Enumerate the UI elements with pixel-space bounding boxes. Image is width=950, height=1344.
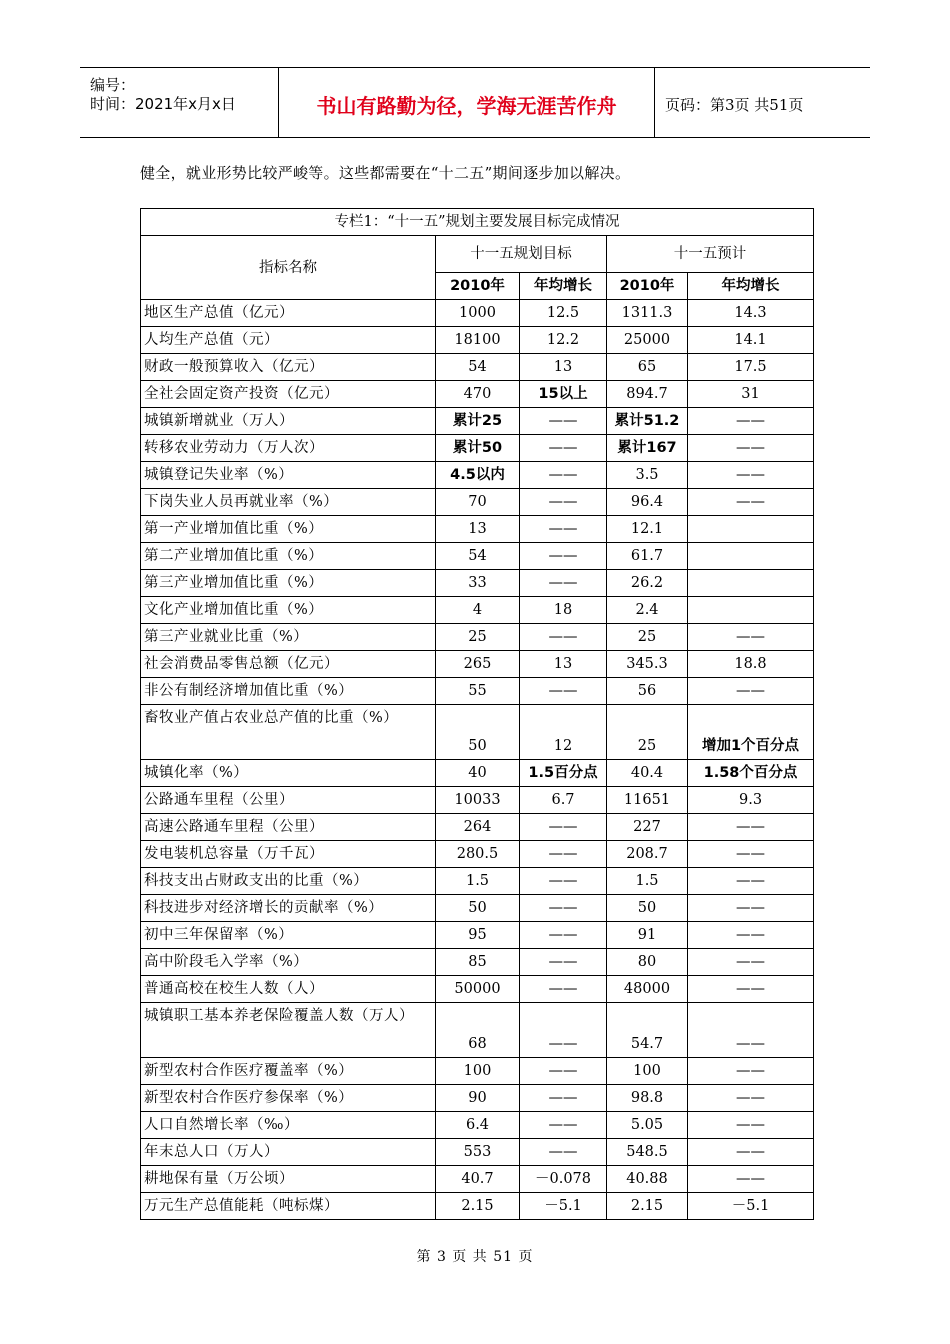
value-cell-v3: 25 [607, 705, 688, 760]
value-cell-v1: 4 [436, 597, 520, 624]
value-cell-v1: 50000 [436, 976, 520, 1003]
value-cell-v4 [688, 543, 814, 570]
value-cell-v4: —— [688, 895, 814, 922]
indicator-name: 城镇职工基本养老保险覆盖人数（万人） [141, 1003, 436, 1058]
table-row [141, 462, 814, 489]
indicator-name: 城镇新增就业（万人） [141, 408, 436, 435]
indicator-name: 畜牧业产值占农业总产值的比重（%） [141, 705, 436, 760]
value-cell-v3: 56 [607, 678, 688, 705]
indicator-name: 第三产业增加值比重（%） [141, 570, 436, 597]
value-cell-v1: 13 [436, 516, 520, 543]
value-cell-v4: 增加1个百分点 [688, 705, 814, 760]
number-label: 编号： [90, 76, 136, 94]
value-cell-v3: 26.2 [607, 570, 688, 597]
value-cell-v4: —— [688, 1003, 814, 1058]
targets-table [140, 208, 814, 1220]
value-cell-v4: —— [688, 1112, 814, 1139]
table-row [141, 624, 814, 651]
header-page-cell [655, 68, 870, 137]
value-cell-v4: －5.1 [688, 1193, 814, 1220]
value-cell-v1: 264 [436, 814, 520, 841]
value-cell-v2: 15以上 [520, 381, 607, 408]
page-footer: 第 3 页 共 51 页 [416, 1249, 534, 1265]
motto-text: 书山有路勤为径，学海无涯苦作舟 [316, 94, 617, 118]
value-cell-v2: —— [520, 624, 607, 651]
indicator-name: 文化产业增加值比重（%） [141, 597, 436, 624]
value-cell-v2: 13 [520, 651, 607, 678]
header-motto-cell [279, 68, 655, 137]
value-cell-v2: —— [520, 868, 607, 895]
indicator-name: 城镇化率（%） [141, 760, 436, 787]
value-cell-v2: －5.1 [520, 1193, 607, 1220]
column-header-name: 指标名称 [141, 236, 436, 300]
value-cell-v2: —— [520, 435, 607, 462]
value-cell-v1: 55 [436, 678, 520, 705]
table-body [141, 300, 814, 1220]
value-cell-v3: 25 [607, 624, 688, 651]
value-cell-v1: 95 [436, 922, 520, 949]
value-cell-v4: 1.58个百分点 [688, 760, 814, 787]
value-cell-v1: 10033 [436, 787, 520, 814]
value-cell-v4: —— [688, 1058, 814, 1085]
value-cell-v2: －0.078 [520, 1166, 607, 1193]
indicator-name: 城镇登记失业率（%） [141, 462, 436, 489]
value-cell-v4 [688, 597, 814, 624]
column-group-estimate: 十一五预计 [607, 236, 814, 273]
value-cell-v3: 40.88 [607, 1166, 688, 1193]
value-cell-v2: 1.5百分点 [520, 760, 607, 787]
table-row [141, 949, 814, 976]
indicator-name: 财政一般预算收入（亿元） [141, 354, 436, 381]
value-cell-v1: 54 [436, 543, 520, 570]
value-cell-v3: 91 [607, 922, 688, 949]
table-row [141, 435, 814, 462]
value-cell-v4: —— [688, 922, 814, 949]
indicator-name: 万元生产总值能耗（吨标煤） [141, 1193, 436, 1220]
column-header-plan-growth: 年均增长 [520, 273, 607, 300]
value-cell-v2: —— [520, 922, 607, 949]
value-cell-v4: 14.3 [688, 300, 814, 327]
indicator-name: 人均生产总值（元） [141, 327, 436, 354]
value-cell-v3: 40.4 [607, 760, 688, 787]
table-row [141, 570, 814, 597]
value-cell-v3: 11651 [607, 787, 688, 814]
value-cell-v1: 25 [436, 624, 520, 651]
indicator-name: 新型农村合作医疗覆盖率（%） [141, 1058, 436, 1085]
value-cell-v2: 12.5 [520, 300, 607, 327]
time-label: 时间：2021年x月x日 [90, 95, 236, 113]
indicator-name: 科技进步对经济增长的贡献率（%） [141, 895, 436, 922]
value-cell-v3: 12.1 [607, 516, 688, 543]
table-row [141, 1193, 814, 1220]
value-cell-v4: —— [688, 1139, 814, 1166]
value-cell-v2: —— [520, 1003, 607, 1058]
value-cell-v2: —— [520, 678, 607, 705]
value-cell-v2: —— [520, 489, 607, 516]
value-cell-v2: —— [520, 543, 607, 570]
value-cell-v4: —— [688, 462, 814, 489]
value-cell-v4: —— [688, 949, 814, 976]
value-cell-v2: —— [520, 516, 607, 543]
value-cell-v4: 31 [688, 381, 814, 408]
value-cell-v3: 208.7 [607, 841, 688, 868]
value-cell-v2: 12 [520, 705, 607, 760]
value-cell-v4 [688, 516, 814, 543]
table-row [141, 327, 814, 354]
value-cell-v1: 18100 [436, 327, 520, 354]
value-cell-v4: —— [688, 841, 814, 868]
value-cell-v1: 85 [436, 949, 520, 976]
value-cell-v1: 68 [436, 1003, 520, 1058]
value-cell-v2: —— [520, 1112, 607, 1139]
value-cell-v3: 227 [607, 814, 688, 841]
table-row [141, 814, 814, 841]
indicator-name: 科技支出占财政支出的比重（%） [141, 868, 436, 895]
value-cell-v4: —— [688, 1085, 814, 1112]
value-cell-v2: 13 [520, 354, 607, 381]
value-cell-v4: 18.8 [688, 651, 814, 678]
value-cell-v1: 265 [436, 651, 520, 678]
table-row [141, 597, 814, 624]
value-cell-v1: 50 [436, 895, 520, 922]
indicator-name: 全社会固定资产投资（亿元） [141, 381, 436, 408]
column-header-est-growth: 年均增长 [688, 273, 814, 300]
table-row [141, 408, 814, 435]
value-cell-v4: —— [688, 489, 814, 516]
table-row [141, 1085, 814, 1112]
value-cell-v3: 54.7 [607, 1003, 688, 1058]
table-caption: 专栏1：“十一五”规划主要发展目标完成情况 [141, 209, 814, 236]
value-cell-v3: 25000 [607, 327, 688, 354]
table-row [141, 381, 814, 408]
header-meta-cell [80, 68, 279, 137]
table-row [141, 1112, 814, 1139]
value-cell-v3: 2.15 [607, 1193, 688, 1220]
table-row [141, 705, 814, 760]
table-row [141, 760, 814, 787]
value-cell-v1: 50 [436, 705, 520, 760]
indicator-name: 普通高校在校生人数（人） [141, 976, 436, 1003]
table-row [141, 1139, 814, 1166]
indicator-name: 第一产业增加值比重（%） [141, 516, 436, 543]
value-cell-v2: —— [520, 462, 607, 489]
indicator-name: 第三产业就业比重（%） [141, 624, 436, 651]
column-group-plan: 十一五规划目标 [436, 236, 607, 273]
value-cell-v2: —— [520, 841, 607, 868]
value-cell-v2: —— [520, 814, 607, 841]
value-cell-v2: —— [520, 570, 607, 597]
table-row [141, 868, 814, 895]
page-info: 页码：第3页 共51页 [665, 96, 804, 114]
value-cell-v2: —— [520, 1139, 607, 1166]
indicator-name: 非公有制经济增加值比重（%） [141, 678, 436, 705]
value-cell-v1: 累计50 [436, 435, 520, 462]
value-cell-v3: 80 [607, 949, 688, 976]
value-cell-v3: 5.05 [607, 1112, 688, 1139]
indicator-name: 下岗失业人员再就业率（%） [141, 489, 436, 516]
table-row [141, 516, 814, 543]
value-cell-v1: 553 [436, 1139, 520, 1166]
value-cell-v3: 96.4 [607, 489, 688, 516]
value-cell-v4: —— [688, 868, 814, 895]
value-cell-v3: 48000 [607, 976, 688, 1003]
value-cell-v3: 894.7 [607, 381, 688, 408]
table-row [141, 354, 814, 381]
table-row [141, 678, 814, 705]
value-cell-v3: 61.7 [607, 543, 688, 570]
value-cell-v1: 100 [436, 1058, 520, 1085]
value-cell-v1: 40 [436, 760, 520, 787]
indicator-name: 初中三年保留率（%） [141, 922, 436, 949]
indicator-name: 地区生产总值（亿元） [141, 300, 436, 327]
table-row [141, 1003, 814, 1058]
value-cell-v2: —— [520, 408, 607, 435]
value-cell-v1: 1.5 [436, 868, 520, 895]
value-cell-v1: 470 [436, 381, 520, 408]
value-cell-v4: —— [688, 624, 814, 651]
value-cell-v1: 40.7 [436, 1166, 520, 1193]
value-cell-v1: 4.5以内 [436, 462, 520, 489]
value-cell-v3: 1311.3 [607, 300, 688, 327]
table-row [141, 543, 814, 570]
table-row [141, 489, 814, 516]
table-row [141, 895, 814, 922]
value-cell-v2: —— [520, 895, 607, 922]
body-paragraph: 健全，就业形势比较严峻等。这些都需要在“十二五”期间逐步加以解决。 [140, 164, 631, 182]
value-cell-v2: 6.7 [520, 787, 607, 814]
indicator-name: 发电装机总容量（万千瓦） [141, 841, 436, 868]
value-cell-v4: 17.5 [688, 354, 814, 381]
value-cell-v3: 累计167 [607, 435, 688, 462]
value-cell-v4: —— [688, 976, 814, 1003]
value-cell-v3: 548.5 [607, 1139, 688, 1166]
value-cell-v3: 100 [607, 1058, 688, 1085]
value-cell-v1: 90 [436, 1085, 520, 1112]
value-cell-v1: 2.15 [436, 1193, 520, 1220]
page-header [80, 67, 870, 138]
value-cell-v3: 345.3 [607, 651, 688, 678]
value-cell-v1: 6.4 [436, 1112, 520, 1139]
value-cell-v2: —— [520, 949, 607, 976]
value-cell-v4: 14.1 [688, 327, 814, 354]
value-cell-v4: —— [688, 408, 814, 435]
value-cell-v2: —— [520, 1085, 607, 1112]
table-row [141, 787, 814, 814]
value-cell-v2: 12.2 [520, 327, 607, 354]
table-row [141, 300, 814, 327]
value-cell-v4: —— [688, 678, 814, 705]
value-cell-v1: 280.5 [436, 841, 520, 868]
table-row [141, 841, 814, 868]
value-cell-v3: 累计51.2 [607, 408, 688, 435]
table-row [141, 1058, 814, 1085]
indicator-name: 第二产业增加值比重（%） [141, 543, 436, 570]
indicator-name: 公路通车里程（公里） [141, 787, 436, 814]
value-cell-v3: 65 [607, 354, 688, 381]
value-cell-v1: 累计25 [436, 408, 520, 435]
column-header-est-year: 2010年 [607, 273, 688, 300]
value-cell-v4 [688, 570, 814, 597]
indicator-name: 耕地保有量（万公顷） [141, 1166, 436, 1193]
value-cell-v3: 98.8 [607, 1085, 688, 1112]
value-cell-v4: 9.3 [688, 787, 814, 814]
value-cell-v1: 33 [436, 570, 520, 597]
value-cell-v4: —— [688, 1166, 814, 1193]
value-cell-v4: —— [688, 814, 814, 841]
value-cell-v2: —— [520, 976, 607, 1003]
value-cell-v1: 70 [436, 489, 520, 516]
value-cell-v2: 18 [520, 597, 607, 624]
indicator-name: 转移农业劳动力（万人次） [141, 435, 436, 462]
table-row [141, 651, 814, 678]
indicator-name: 高中阶段毛入学率（%） [141, 949, 436, 976]
value-cell-v3: 50 [607, 895, 688, 922]
indicator-name: 高速公路通车里程（公里） [141, 814, 436, 841]
table-row [141, 1166, 814, 1193]
value-cell-v4: —— [688, 435, 814, 462]
table-row [141, 976, 814, 1003]
indicator-name: 新型农村合作医疗参保率（%） [141, 1085, 436, 1112]
value-cell-v2: —— [520, 1058, 607, 1085]
table-row [141, 922, 814, 949]
value-cell-v3: 2.4 [607, 597, 688, 624]
value-cell-v3: 1.5 [607, 868, 688, 895]
value-cell-v1: 1000 [436, 300, 520, 327]
column-header-plan-year: 2010年 [436, 273, 520, 300]
indicator-name: 人口自然增长率（‰） [141, 1112, 436, 1139]
value-cell-v1: 54 [436, 354, 520, 381]
indicator-name: 年末总人口（万人） [141, 1139, 436, 1166]
indicator-name: 社会消费品零售总额（亿元） [141, 651, 436, 678]
value-cell-v3: 3.5 [607, 462, 688, 489]
